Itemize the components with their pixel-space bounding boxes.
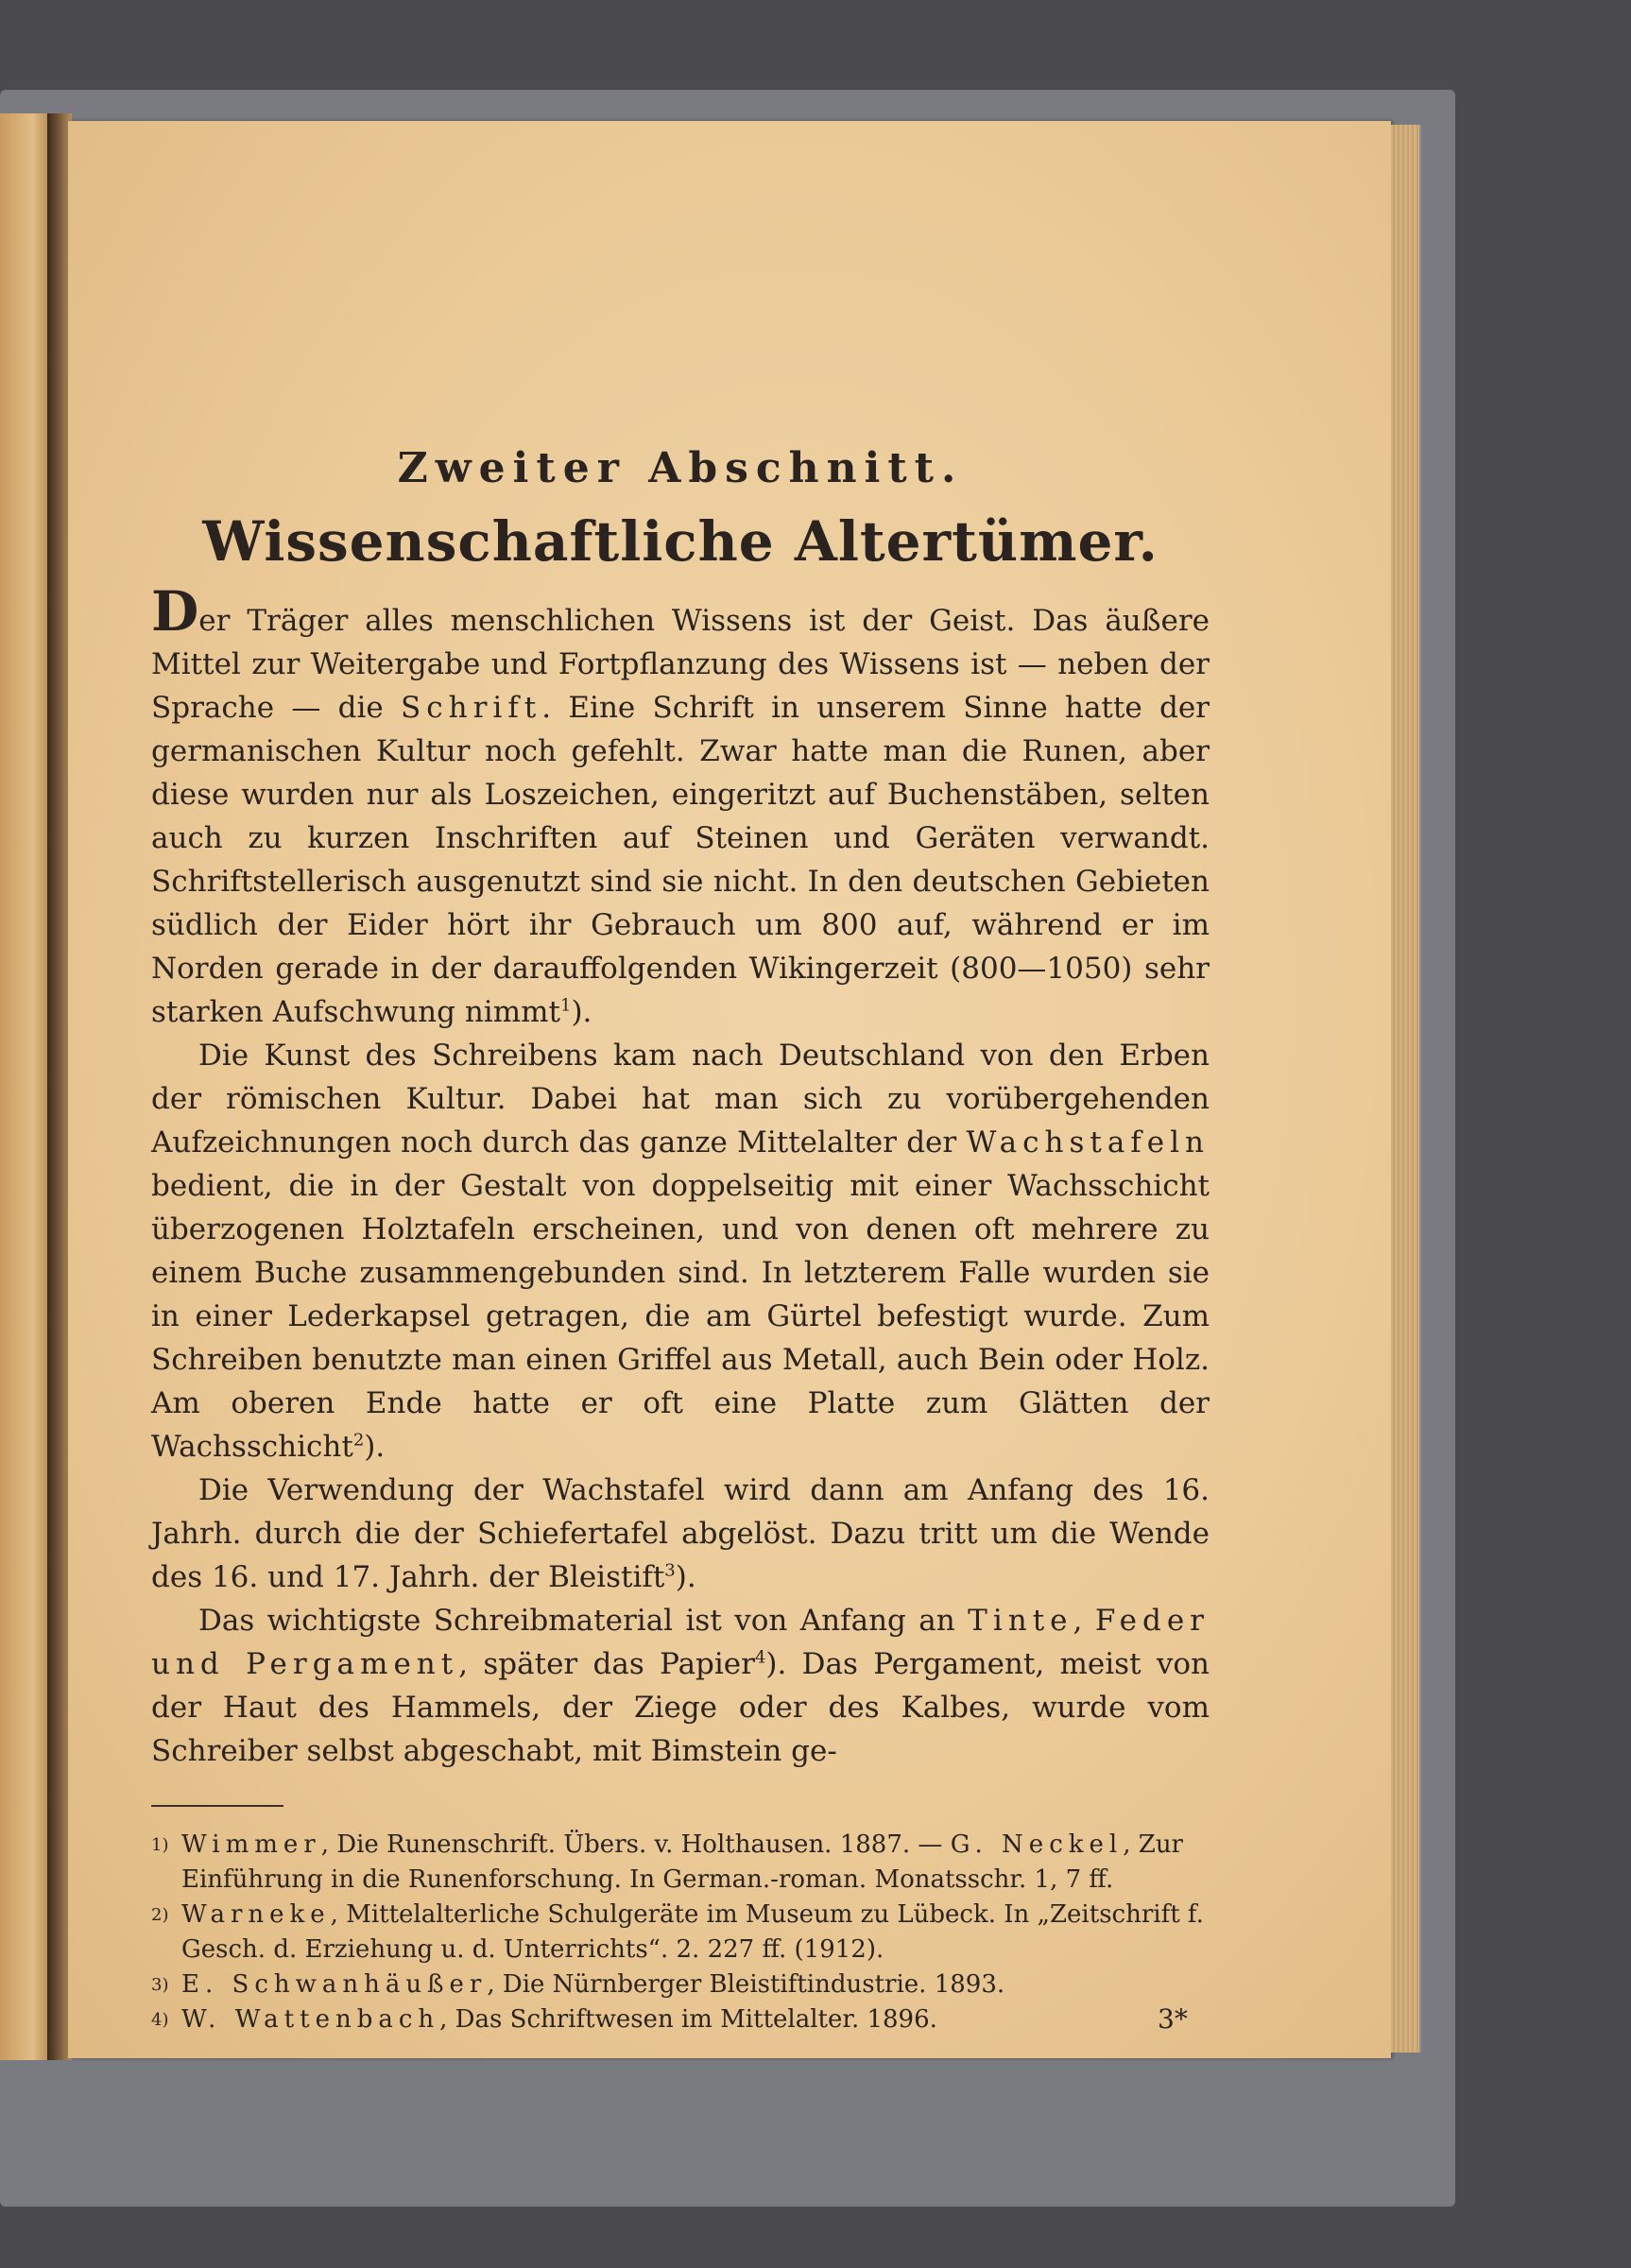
footnote-4 xyxy=(151,2002,1210,2037)
footnote-ref[interactable]: 2 xyxy=(352,1430,365,1451)
paragraph-text: ). xyxy=(571,995,592,1029)
footnotes xyxy=(151,1828,1210,2037)
footnote-marker: 1) xyxy=(151,1835,169,1855)
paragraph-1 xyxy=(151,579,1210,1034)
emphasized-term: Wachstafeln xyxy=(966,1125,1210,1160)
page-content xyxy=(151,444,1210,2037)
paragraph-text: . Eine Schrift in unserem Sinne hatte der germanischen Kultur noch gefehlt. Zwar hatte man die Runen, aber diese wurden nur als Loszeichen, eingeritzt auf Buchenstäben, selten auch zu kurzen Inschriften auf Steinen und Geräten verwandt. Schriftstellerisch ausgenutzt sind sie nicht. In den deutschen Gebieten südlich der Eider hört ihr Gebrauch um 800 auf, während er im Norden gerade in der darauffolgenden Wikingerzeit (800—1050) sehr starken Aufschwung nimmt xyxy=(151,691,1210,1029)
footnote-divider xyxy=(151,1805,283,1807)
drop-cap: D xyxy=(151,579,199,644)
paragraph-text: , xyxy=(1073,1604,1095,1638)
footnote-author: Wimmer xyxy=(181,1830,321,1859)
paragraph-text: Die Verwendung der Wachstafel wird dann am Anfang des 16. Jahrh. durch die der Schiefertafel abgelöst. Dazu tritt um die Wende des 16. und 17. Jahrh. der Bleistift xyxy=(151,1473,1210,1594)
footnote-text: , Mittelalterliche Schulgeräte im Museum zu Lübeck. In „Zeitschrift f. Gesch. d. Erziehung u. d. Unterrichts“. 2. 227 ff. (1912). xyxy=(181,1900,1204,1964)
paragraph-2 xyxy=(151,1034,1210,1469)
footnote-author: W. Wattenbach xyxy=(181,2005,440,2034)
footnote-3 xyxy=(151,1967,1210,2002)
paragraph-text: er Träger alles menschlichen Wissens ist der Geist. Das äußere Mittel zur Weitergabe und Fortpflanzung des Wissens ist — neben der Sprache — die xyxy=(151,604,1210,725)
paragraph-4 xyxy=(151,1599,1210,1773)
footnote-text: , Die Nürnberger Bleistiftindustrie. 1893. xyxy=(487,1970,1005,1999)
paragraph-text: Die Kunst des Schreibens kam nach Deutschland von den Erben der römischen Kultur. Dabei hat man sich zu vorübergehenden Aufzeichnungen noch durch das ganze Mittelalter der xyxy=(151,1039,1210,1160)
footnote-1 xyxy=(151,1828,1210,1898)
footnote-author: G. Neckel xyxy=(950,1830,1124,1859)
paragraph-text: ). Das Pergament, meist von der Haut des Hammels, der Ziege oder des Kalbes, wurde vom Schreiber selbst abgeschabt, mit Bimstein ge- xyxy=(151,1647,1210,1768)
footnote-text: , Zur Einführung in die Runenforschung. In German.-roman. Monatsschr. 1, 7 ff. xyxy=(181,1830,1183,1894)
page-number: 3* xyxy=(1158,2003,1188,2035)
footnote-text: , Die Runenschrift. Übers. v. Holthausen. 1887. — xyxy=(320,1830,951,1859)
page-stack-edges xyxy=(1391,125,1421,2053)
footnote-text: , Das Schriftwesen im Mittelalter. 1896. xyxy=(439,2005,937,2034)
footnote-2 xyxy=(151,1898,1210,1967)
emphasized-term: Schrift xyxy=(401,691,542,725)
footnote-author: E. Schwanhäußer xyxy=(181,1970,488,1999)
footnote-ref[interactable]: 1 xyxy=(559,995,572,1016)
footnote-marker: 2) xyxy=(151,1905,169,1925)
footnote-marker: 3) xyxy=(151,1975,169,1995)
footnote-marker: 4) xyxy=(151,2010,169,2030)
paragraph-text: bedient, die in der Gestalt von doppelseitig mit einer Wachsschicht überzogenen Holztafeln erscheinen, und von denen oft mehrere zu einem Buche zusammengebunden sind. In letzterem Falle wurden sie in einer Lederkapsel getragen, die am Gürtel befestigt wurde. Zum Schreiben benutzte man einen Griffel aus Metall, auch Bein oder Holz. Am oberen Ende hatte er oft eine Platte zum Glätten der Wachsschicht xyxy=(151,1169,1210,1464)
chapter-title: Wissenschaftliche Altertümer. xyxy=(202,509,1159,574)
paragraph-text: , später das Papier xyxy=(458,1647,755,1681)
emphasized-term: Feder und Pergament xyxy=(151,1604,1210,1681)
paragraph-text: Das wichtigste Schreibmaterial ist von Anfang an xyxy=(198,1604,969,1638)
paragraph-text: ). xyxy=(675,1560,696,1594)
paragraph-3 xyxy=(151,1469,1210,1599)
footnote-author: Warneke xyxy=(181,1900,331,1929)
section-heading: Zweiter Abschnitt. xyxy=(397,444,964,492)
emphasized-term: Tinte xyxy=(968,1604,1073,1638)
footnote-ref[interactable]: 3 xyxy=(664,1560,676,1581)
footnote-ref[interactable]: 4 xyxy=(754,1647,766,1668)
paragraph-text: ). xyxy=(364,1430,386,1464)
